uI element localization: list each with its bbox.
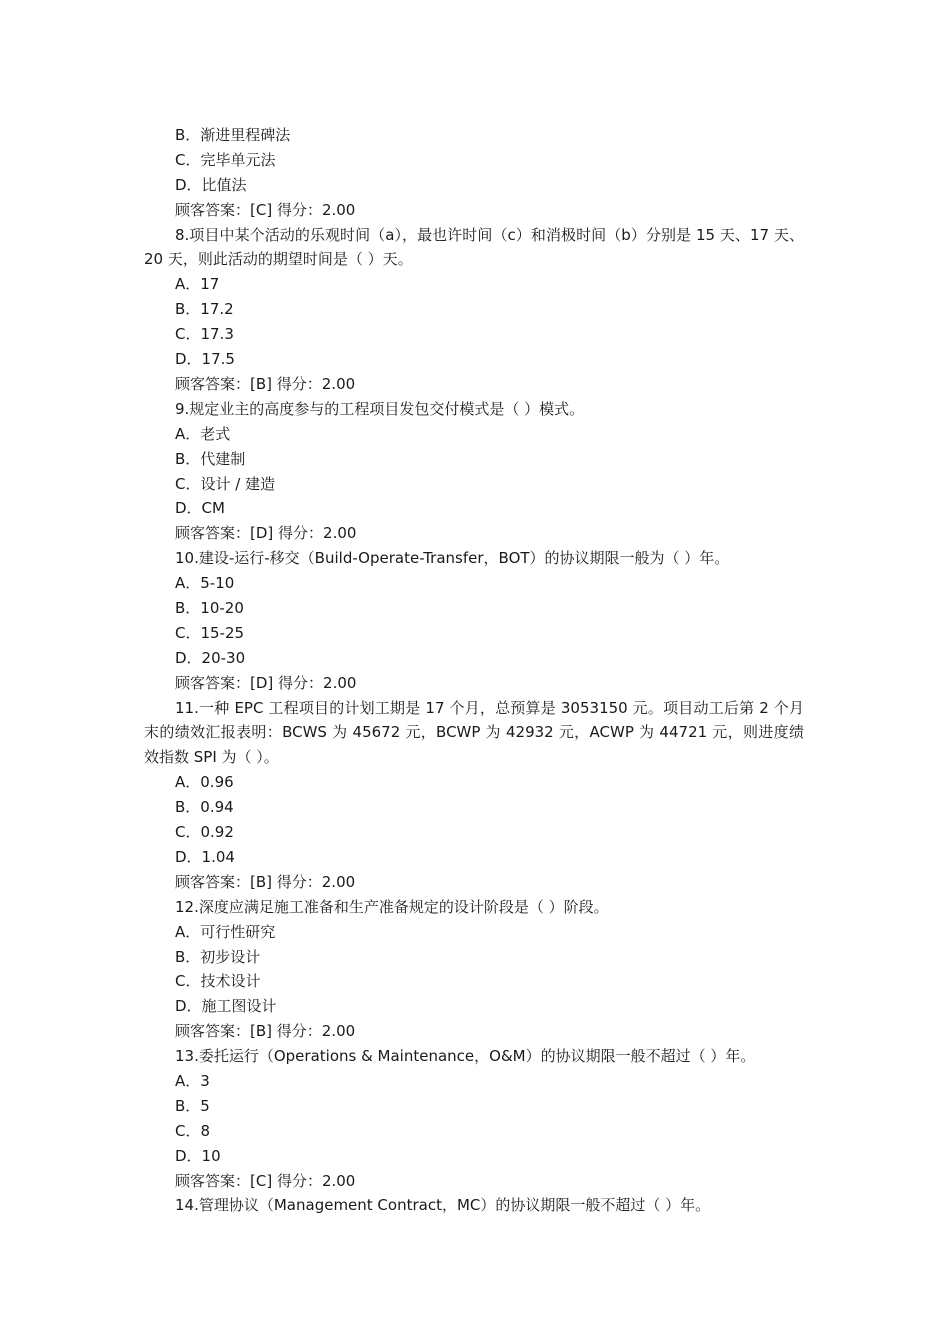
customer-answer: 顾客答案：[B] 得分：2.00 <box>175 1022 356 1041</box>
answer-option: D．20-30 <box>175 648 246 667</box>
answer-option: A．老式 <box>175 424 231 443</box>
answer-option: C．技术设计 <box>175 972 261 991</box>
answer-option: A．0.96 <box>175 773 234 792</box>
question-text: 8.项目中某个活动的乐观时间（a），最也许时间（c）和消极时间（b）分别是 15 天、17 天、20 天，则此活动的期望时间是（ ）天。 <box>144 225 804 269</box>
answer-option: D．10 <box>175 1146 221 1165</box>
question-text: 14.管理协议（Management Contract，MC）的协议期限一般不超过（ ）年。 <box>175 1196 711 1215</box>
customer-answer: 顾客答案：[D] 得分：2.00 <box>175 673 357 692</box>
customer-answer: 顾客答案：[C] 得分：2.00 <box>175 1171 356 1190</box>
question-text: 12.深度应满足施工准备和生产准备规定的设计阶段是（ ）阶段。 <box>175 897 609 916</box>
document-body <box>144 123 804 1218</box>
answer-option: A．5-10 <box>175 574 235 593</box>
answer-option: D．1.04 <box>175 847 235 866</box>
answer-option: A．17 <box>175 275 220 294</box>
answer-option: B．17.2 <box>175 300 234 319</box>
question-text: 11.一种 EPC 工程项目的计划工期是 17 个月，总预算是 3053150 元。项目动工后第 2 个月末的绩效汇报表明：BCWS 为 45672 元，BCWP 为 42932 元，ACWP 为 44721 元，则进度绩效指数 SPI 为（ ）。 <box>144 698 804 767</box>
customer-answer: 顾客答案：[B] 得分：2.00 <box>175 872 356 891</box>
customer-answer: 顾客答案：[C] 得分：2.00 <box>175 200 356 219</box>
answer-option: D．施工图设计 <box>175 997 277 1016</box>
question-text: 9.规定业主的高度参与的工程项目发包交付模式是（ ）模式。 <box>175 399 585 418</box>
answer-option: C．设计 / 建造 <box>175 474 276 493</box>
answer-option: B．0.94 <box>175 798 234 817</box>
answer-option: D．17.5 <box>175 350 235 369</box>
answer-option: B．渐进里程碑法 <box>175 126 291 144</box>
answer-option: C．0.92 <box>175 823 234 842</box>
customer-answer: 顾客答案：[B] 得分：2.00 <box>175 374 356 393</box>
answer-option: B．5 <box>175 1096 210 1115</box>
answer-option: B．代建制 <box>175 449 246 468</box>
answer-option: D．比值法 <box>175 175 247 194</box>
answer-option: C．完毕单元法 <box>175 150 276 169</box>
answer-option: A．3 <box>175 1071 210 1090</box>
customer-answer: 顾客答案：[D] 得分：2.00 <box>175 524 357 543</box>
answer-option: C．8 <box>175 1121 211 1140</box>
answer-option: C．17.3 <box>175 325 234 344</box>
answer-option: D．CM <box>175 499 225 518</box>
answer-option: B．初步设计 <box>175 947 261 966</box>
question-text: 10.建设-运行-移交（Build-Operate-Transfer，BOT）的协议期限一般为（ ）年。 <box>175 549 730 568</box>
answer-option: B．10-20 <box>175 598 244 617</box>
answer-option: A．可行性研究 <box>175 922 276 941</box>
question-text: 13.委托运行（Operations & Maintenance，O&M）的协议期限一般不超过（ ）年。 <box>175 1047 756 1066</box>
answer-option: C．15-25 <box>175 623 245 642</box>
